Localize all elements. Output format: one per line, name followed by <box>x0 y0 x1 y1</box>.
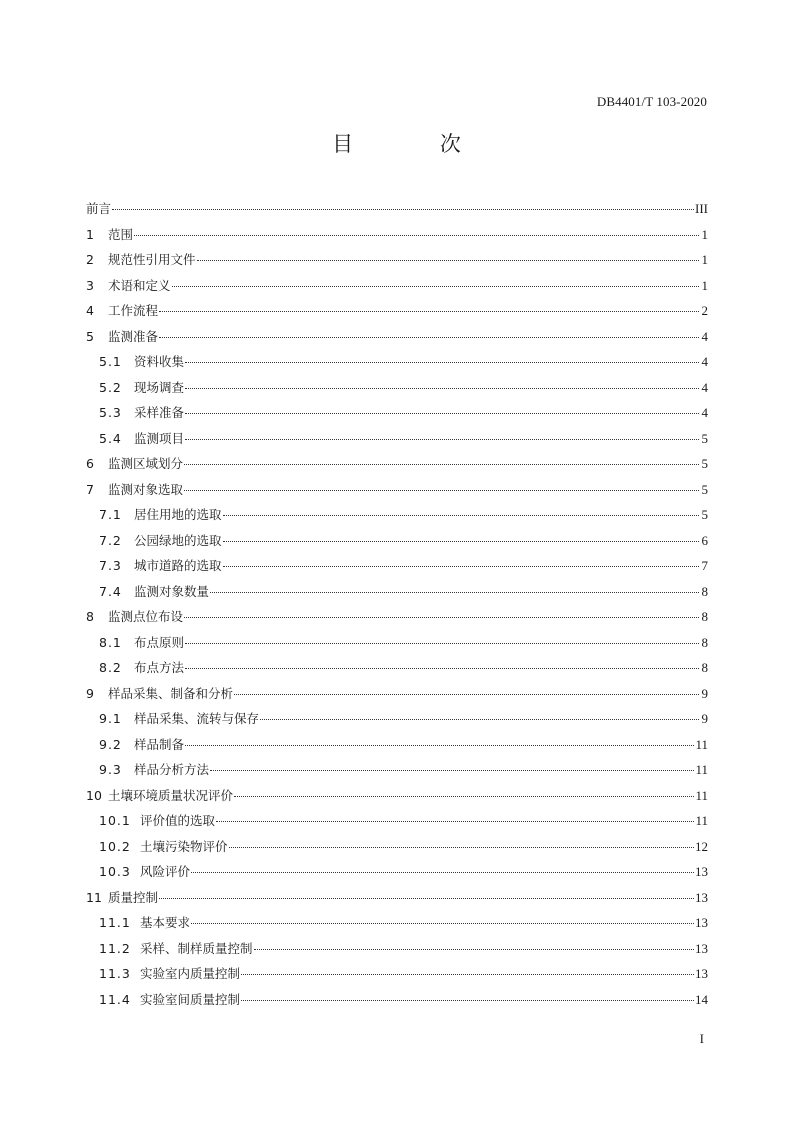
toc-entry-title: 布点方法 <box>134 660 185 675</box>
toc-entry-number: 8 <box>86 609 94 624</box>
toc-entry-page: 11 <box>695 813 708 828</box>
toc-entry-title: 评价值的选取 <box>140 813 216 828</box>
toc-entry-page: 2 <box>701 303 708 318</box>
toc-entry-page: 8 <box>701 583 708 599</box>
toc-dot-leader <box>210 592 699 593</box>
toc-entry-page: 9 <box>701 685 708 701</box>
toc-entry-page: 7 <box>701 558 708 573</box>
toc-entry-number: 11.1 <box>99 915 131 930</box>
toc-dot-leader <box>234 796 694 797</box>
toc-entry-number: 9.1 <box>99 711 122 726</box>
toc-dot-leader <box>185 388 699 389</box>
toc-entry-title: 样品采集、流转与保存 <box>134 711 260 726</box>
toc-entry-title: 风险评价 <box>140 864 191 879</box>
toc-entry-page: 5 <box>701 430 708 446</box>
toc-section-entry[interactable] <box>86 681 708 707</box>
toc-entry-title: 采样准备 <box>134 405 185 420</box>
toc-section-entry[interactable] <box>86 477 708 503</box>
toc-entry-page: 13 <box>695 940 708 956</box>
toc-entry-number: 4 <box>86 303 94 318</box>
toc-entry-page: 4 <box>701 405 708 420</box>
toc-entry-page: 13 <box>695 864 708 879</box>
document-code: DB4401/T 103-2020 <box>596 94 707 109</box>
toc-entry-number: 11.3 <box>99 966 131 981</box>
toc-entry-title: 城市道路的选取 <box>134 558 222 573</box>
toc-entry-number: 5.4 <box>99 430 122 446</box>
toc-dot-leader <box>185 643 699 644</box>
toc-entry-number: 5.3 <box>99 405 122 420</box>
toc-entry-number: 7.3 <box>99 558 122 573</box>
toc-entry-number: 7.4 <box>99 583 122 599</box>
toc-section-entry[interactable] <box>86 451 708 477</box>
toc-subsection-entry[interactable] <box>86 553 708 579</box>
toc-entry-title: 监测项目 <box>134 430 185 446</box>
toc-subsection-entry[interactable] <box>86 655 708 681</box>
toc-entry-title: 前言 <box>86 201 112 216</box>
toc-section-entry[interactable] <box>86 196 708 222</box>
toc-dot-leader <box>159 898 694 899</box>
toc-subsection-entry[interactable] <box>86 375 708 401</box>
toc-dot-leader <box>159 337 699 338</box>
toc-dot-leader <box>112 209 694 210</box>
toc-dot-leader <box>223 515 699 516</box>
toc-entry-title: 布点原则 <box>134 634 185 650</box>
toc-entry-number: 5.1 <box>99 354 122 369</box>
toc-dot-leader <box>229 847 694 848</box>
toc-entry-number: 5.2 <box>99 379 122 395</box>
toc-dot-leader <box>185 413 699 414</box>
toc-entry-title: 资料收集 <box>134 354 185 369</box>
toc-entry-number: 7.2 <box>99 532 122 548</box>
toc-entry-page: 1 <box>701 226 708 242</box>
toc-dot-leader <box>184 490 699 491</box>
page-title: 目 次 <box>332 132 501 156</box>
toc-dot-leader <box>260 719 699 720</box>
toc-subsection-entry[interactable] <box>86 349 708 375</box>
toc-entry-page: 13 <box>695 966 708 981</box>
toc-dot-leader <box>223 541 699 542</box>
toc-entry-title: 实验室内质量控制 <box>140 966 241 981</box>
toc-section-entry[interactable] <box>86 604 708 630</box>
toc-entry-number: 3 <box>86 277 94 293</box>
toc-entry-page: 11 <box>695 787 708 803</box>
toc-entry-number: 10 <box>86 787 102 803</box>
toc-dot-leader <box>159 311 699 312</box>
toc-entry-title: 土壤污染物评价 <box>140 838 228 854</box>
toc-section-entry[interactable] <box>86 885 708 911</box>
toc-entry-number: 5 <box>86 328 94 344</box>
toc-entry-title: 公园绿地的选取 <box>134 532 222 548</box>
toc-entry-title: 监测准备 <box>108 328 159 344</box>
toc-entry-number: 9.2 <box>99 736 122 752</box>
toc-entry-number: 9.3 <box>99 762 122 777</box>
toc-subsection-entry[interactable] <box>86 910 708 936</box>
toc-entry-number: 9 <box>86 685 94 701</box>
toc-entry-number: 6 <box>86 456 94 471</box>
toc-section-entry[interactable] <box>86 324 708 350</box>
toc-entry-page: 1 <box>701 252 708 267</box>
toc-section-entry[interactable] <box>86 298 708 324</box>
toc-entry-title: 范围 <box>108 226 134 242</box>
toc-entry-number: 11 <box>86 889 102 905</box>
toc-dot-leader <box>185 745 694 746</box>
toc-subsection-entry[interactable] <box>86 426 708 452</box>
toc-entry-page: 13 <box>695 889 708 905</box>
toc-entry-number: 8.1 <box>99 634 122 650</box>
toc-entry-title: 监测对象选取 <box>108 481 184 497</box>
toc-entry-page: 4 <box>701 328 708 344</box>
toc-entry-page: 12 <box>695 838 708 854</box>
toc-dot-leader <box>185 362 699 363</box>
toc-entry-page: 5 <box>701 507 708 522</box>
toc-entry-title: 质量控制 <box>108 889 159 905</box>
toc-entry-title: 监测点位布设 <box>108 609 184 624</box>
toc-entry-page: 14 <box>695 991 708 1007</box>
toc-entry-page: 11 <box>695 736 708 752</box>
toc-subsection-entry[interactable] <box>86 859 708 885</box>
toc-dot-leader <box>134 235 699 236</box>
toc-entry-title: 基本要求 <box>140 915 191 930</box>
toc-entry-title: 土壤环境质量状况评价 <box>108 787 234 803</box>
toc-entry-page: 5 <box>701 481 708 497</box>
toc-section-entry[interactable] <box>86 783 708 809</box>
toc-dot-leader <box>254 949 694 950</box>
toc-dot-leader <box>223 566 699 567</box>
toc-subsection-entry[interactable] <box>86 757 708 783</box>
toc-entry-title: 监测对象数量 <box>134 583 210 599</box>
toc-entry-page: 4 <box>701 379 708 395</box>
toc-entry-title: 术语和定义 <box>108 277 171 293</box>
toc-dot-leader <box>191 923 694 924</box>
toc-entry-title: 现场调查 <box>134 379 185 395</box>
toc-subsection-entry[interactable] <box>86 579 708 605</box>
toc-subsection-entry[interactable] <box>86 502 708 528</box>
table-of-contents <box>86 196 708 1012</box>
toc-dot-leader <box>234 694 699 695</box>
toc-dot-leader <box>241 1000 694 1001</box>
toc-subsection-entry[interactable] <box>86 732 708 758</box>
toc-subsection-entry[interactable] <box>86 961 708 987</box>
toc-subsection-entry[interactable] <box>86 808 708 834</box>
toc-entry-page: 8 <box>701 660 708 675</box>
toc-entry-page: 4 <box>701 354 708 369</box>
toc-dot-leader <box>184 464 699 465</box>
toc-entry-number: 1 <box>86 226 94 242</box>
toc-entry-page: 13 <box>695 915 708 930</box>
toc-entry-number: 11.2 <box>99 940 131 956</box>
toc-subsection-entry[interactable] <box>86 706 708 732</box>
toc-entry-title: 监测区域划分 <box>108 456 184 471</box>
toc-entry-number: 11.4 <box>99 991 131 1007</box>
toc-entry-page: 1 <box>701 277 708 293</box>
toc-entry-number: 10.2 <box>99 838 131 854</box>
toc-subsection-entry[interactable] <box>86 400 708 426</box>
toc-entry-number: 2 <box>86 252 94 267</box>
toc-entry-page: III <box>695 201 708 216</box>
toc-entry-title: 样品采集、制备和分析 <box>108 685 234 701</box>
toc-entry-number: 8.2 <box>99 660 122 675</box>
toc-entry-title: 样品制备 <box>134 736 185 752</box>
toc-dot-leader <box>210 770 694 771</box>
toc-subsection-entry[interactable] <box>86 936 708 962</box>
toc-dot-leader <box>241 974 694 975</box>
toc-entry-title: 实验室间质量控制 <box>140 991 241 1007</box>
toc-dot-leader <box>191 872 694 873</box>
toc-subsection-entry[interactable] <box>86 834 708 860</box>
toc-entry-title: 样品分析方法 <box>134 762 210 777</box>
toc-entry-page: 8 <box>701 634 708 650</box>
toc-dot-leader <box>216 821 694 822</box>
toc-section-entry[interactable] <box>86 222 708 248</box>
toc-entry-number: 7.1 <box>99 507 122 522</box>
toc-dot-leader <box>197 260 699 261</box>
toc-section-entry[interactable] <box>86 247 708 273</box>
toc-entry-page: 11 <box>695 762 708 777</box>
toc-entry-page: 5 <box>701 456 708 471</box>
toc-entry-title: 工作流程 <box>108 303 159 318</box>
toc-subsection-entry[interactable] <box>86 630 708 656</box>
toc-subsection-entry[interactable] <box>86 528 708 554</box>
toc-section-entry[interactable] <box>86 273 708 299</box>
toc-entry-title: 规范性引用文件 <box>108 252 196 267</box>
toc-entry-page: 9 <box>701 711 708 726</box>
toc-entry-number: 10.1 <box>99 813 131 828</box>
toc-entry-number: 10.3 <box>99 864 131 879</box>
page-number: I <box>699 1031 704 1046</box>
toc-entry-title: 居住用地的选取 <box>134 507 222 522</box>
toc-entry-page: 6 <box>701 532 708 548</box>
toc-dot-leader <box>172 286 699 287</box>
toc-entry-title: 采样、制样质量控制 <box>140 940 253 956</box>
toc-entry-page: 8 <box>701 609 708 624</box>
toc-dot-leader <box>185 668 699 669</box>
toc-entry-number: 7 <box>86 481 94 497</box>
toc-dot-leader <box>185 439 699 440</box>
toc-subsection-entry[interactable] <box>86 987 708 1013</box>
toc-dot-leader <box>184 617 699 618</box>
